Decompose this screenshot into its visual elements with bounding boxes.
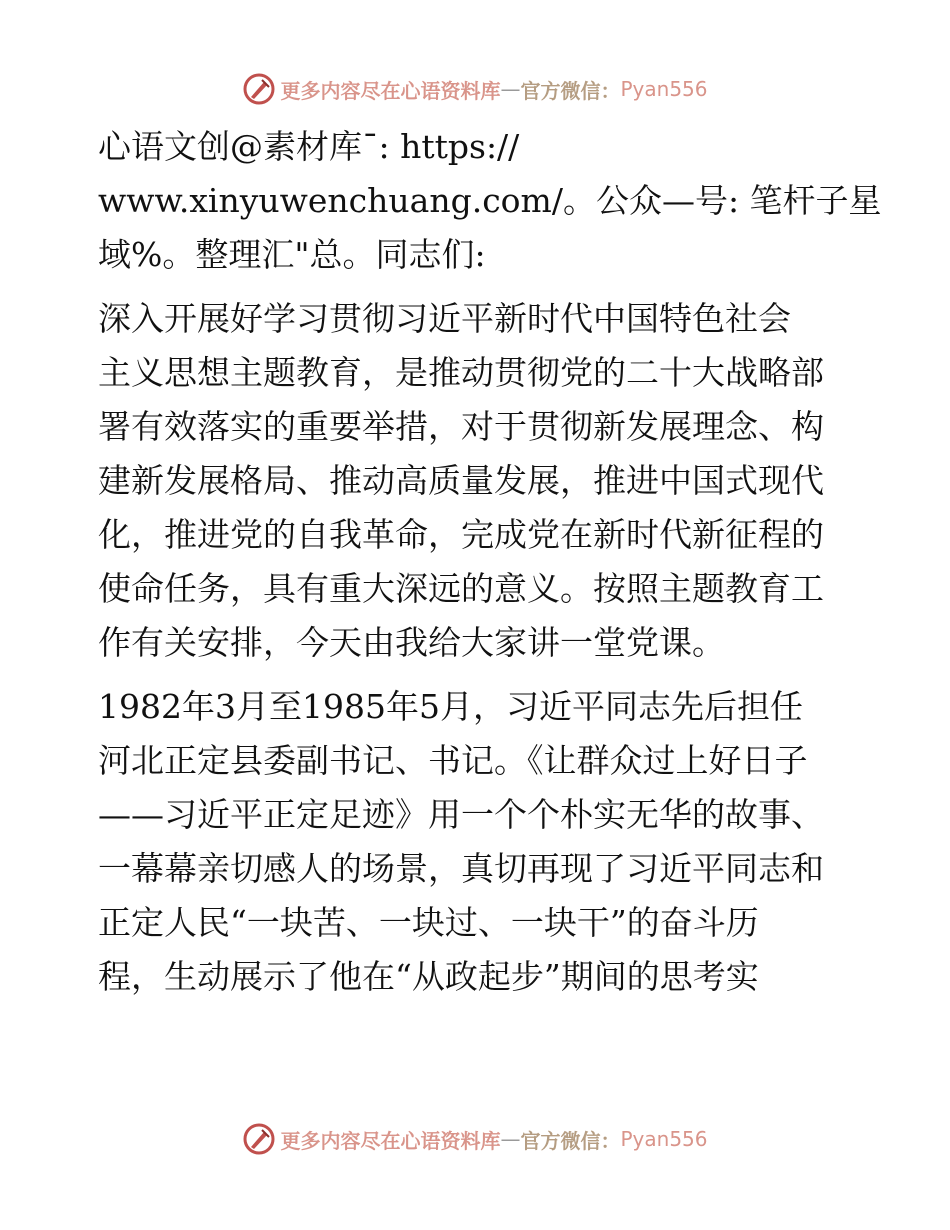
- text-line: ——习近平正定足迹》用一个个朴实无华的故事、: [98, 795, 824, 834]
- watermark-dash: —: [500, 77, 521, 101]
- text-line: 正定人民“一块苦、一块过、一块干”的奋斗历: [98, 903, 759, 942]
- pen-logo-icon: [242, 72, 276, 106]
- watermark-main-text: 更多内容尽在心语资料库: [280, 78, 501, 103]
- text-line: 程，生动展示了他在“从政起步”期间的思考实: [98, 957, 759, 996]
- text-line: 域%。整理汇"总。同志们:: [98, 235, 486, 274]
- watermark-sub-text: 官方微信：: [520, 78, 621, 103]
- text-line: 化，推进党的自我革命，完成党在新时代新征程的: [98, 515, 824, 554]
- text-line: www.xinyuwenchuang.com/。公众—号: 笔杆子星: [98, 181, 882, 220]
- text-line: 署有效落实的重要举措，对于贯彻新发展理念、构: [98, 407, 824, 446]
- text-line: 使命任务，具有重大深远的意义。按照主题教育工: [98, 569, 824, 608]
- text-line: 心语文创@素材库¯: https://: [98, 127, 520, 166]
- watermark-dash: —: [500, 1127, 521, 1151]
- watermark-sub-text: 官方微信：: [520, 1128, 621, 1153]
- watermark-main-text: 更多内容尽在心语资料库: [280, 1128, 501, 1153]
- footer-watermark: [0, 1122, 950, 1156]
- paragraph-history: [98, 684, 858, 1000]
- text-line: 河北正定县委副书记、书记。《让群众过上好日子: [98, 741, 808, 780]
- header-watermark: [0, 72, 950, 106]
- text-line: 1982年3月至1985年5月，习近平同志先后担任: [98, 687, 803, 726]
- text-line: 深入开展好学习贯彻习近平新时代中国特色社会: [98, 299, 791, 338]
- paragraph-header: [98, 124, 882, 278]
- text-line: 一幕幕亲切感人的场景，真切再现了习近平同志和: [98, 849, 824, 888]
- paragraph-intro: [98, 296, 858, 666]
- document-body: [98, 124, 882, 1018]
- watermark-wechat-id: Pyan556: [620, 77, 708, 101]
- watermark-wechat-id: Pyan556: [620, 1127, 708, 1151]
- text-line: 建新发展格局、推动高质量发展，推进中国式现代: [98, 461, 824, 500]
- text-line: 作有关安排，今天由我给大家讲一堂党课。: [98, 623, 725, 662]
- text-line: 主义思想主题教育，是推动贯彻党的二十大战略部: [98, 353, 824, 392]
- pen-logo-icon: [242, 1122, 276, 1156]
